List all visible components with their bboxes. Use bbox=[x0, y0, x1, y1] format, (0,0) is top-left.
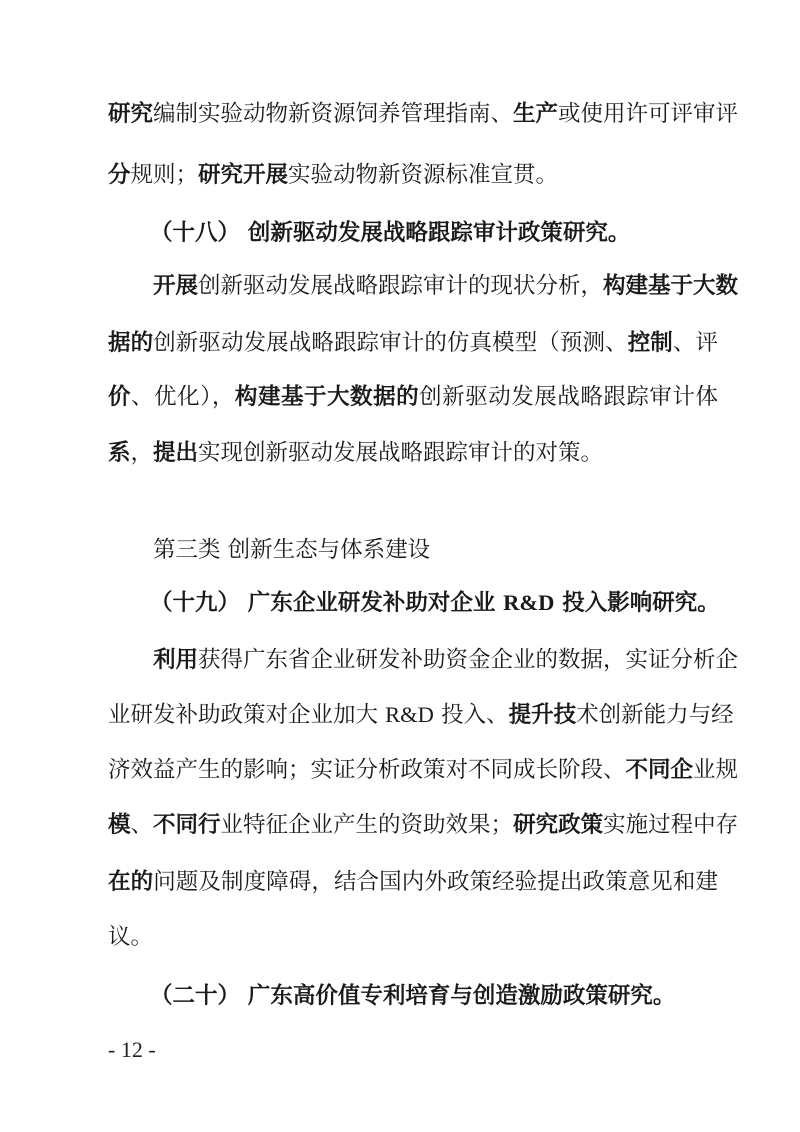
emph-text: 研究开展 bbox=[198, 162, 289, 188]
body-text: 、评 bbox=[672, 330, 718, 356]
body-text: 实现创新驱动发展战略跟踪审计的对策。 bbox=[198, 440, 604, 466]
para2-line3 bbox=[108, 377, 718, 417]
para3-line6 bbox=[108, 917, 153, 957]
para2-line2 bbox=[108, 323, 718, 363]
body-text: 编制实验动物新资源饲养管理指南、 bbox=[153, 101, 514, 127]
emph-text: 系 bbox=[108, 440, 131, 466]
para3-line3 bbox=[108, 750, 739, 790]
heading-text: （十九） 广东企业研发补助对企业 bbox=[150, 590, 504, 616]
para2-line4 bbox=[108, 433, 603, 473]
emph-text: 控制 bbox=[627, 330, 673, 356]
emph-text: 据的 bbox=[108, 330, 154, 356]
body-text: 问题及制度障碍，结合国内外政策经验提出政策意见和建 bbox=[153, 869, 718, 895]
emph-text: 价 bbox=[108, 384, 132, 410]
emph-text: 构建基于大数据的 bbox=[234, 384, 420, 410]
category-title: 第三类 创新生态与体系建设 bbox=[153, 537, 431, 563]
para1-line2 bbox=[108, 155, 558, 195]
emph-text: 在的 bbox=[108, 869, 154, 895]
rd-text: R&D bbox=[385, 702, 434, 727]
emph-text: 研究 bbox=[108, 101, 154, 127]
rd-text: R&D bbox=[503, 590, 555, 615]
body-text: 实验动物新资源标准宣贯。 bbox=[288, 162, 559, 188]
body-text: 创新驱动发展战略跟踪审计的仿真模型（预测、 bbox=[153, 330, 628, 356]
para2-line1 bbox=[153, 266, 739, 306]
section-heading-18: （十八） 创新驱动发展战略跟踪审计政策研究。 bbox=[150, 220, 631, 246]
para3-line2 bbox=[108, 695, 734, 735]
emph-text: 模 bbox=[108, 812, 131, 838]
emph-text: 分 bbox=[108, 162, 131, 188]
page-number: - 12 - bbox=[108, 1037, 156, 1062]
emph-text: 不同行 bbox=[153, 812, 221, 838]
body-text: 业规 bbox=[693, 757, 739, 783]
para3-line4 bbox=[108, 805, 739, 845]
section-heading-19 bbox=[150, 583, 720, 623]
emph-text: 研究政策 bbox=[513, 812, 604, 838]
body-text: 业研发补助政策对企业加大 bbox=[108, 702, 386, 728]
body-text: 创新驱动发展战略跟踪审计体 bbox=[419, 384, 718, 410]
para1-line1 bbox=[108, 94, 739, 134]
body-text: 规则； bbox=[130, 162, 199, 188]
body-text: 投入、 bbox=[433, 702, 509, 728]
emph-text: 提出 bbox=[153, 440, 199, 466]
body-text: 实施过程中存 bbox=[603, 812, 739, 838]
para3-line5 bbox=[108, 862, 718, 902]
body-text: 议。 bbox=[108, 924, 154, 950]
body-text: 术创新能力与经 bbox=[576, 702, 734, 728]
emph-text: 构建基于大数 bbox=[603, 273, 739, 299]
emph-text: 生产 bbox=[513, 101, 559, 127]
body-text: 获得广东省企业研发补助资金企业的数据，实证分析企 bbox=[198, 647, 739, 673]
body-text: 创新驱动发展战略跟踪审计的现状分析， bbox=[198, 273, 604, 299]
emph-text: 提升技 bbox=[508, 702, 577, 728]
body-text: 或使用许可评审评 bbox=[558, 101, 739, 127]
body-text: 业特征企业产生的资助效果； bbox=[220, 812, 514, 838]
heading-text: 投入影响研究。 bbox=[554, 590, 720, 616]
emph-text: 不同企 bbox=[625, 757, 694, 783]
body-text: 、 bbox=[130, 812, 154, 838]
body-text: 、优化）， bbox=[131, 384, 235, 410]
body-text: ， bbox=[130, 440, 154, 466]
body-text: 济效益产生的影响；实证分析政策对不同成长阶段、 bbox=[108, 757, 626, 783]
section-heading-20: （二十） 广东高价值专利培育与创造激励政策研究。 bbox=[150, 983, 676, 1009]
emph-text: 开展 bbox=[153, 273, 199, 299]
emph-text: 利用 bbox=[153, 647, 199, 673]
para3-line1 bbox=[153, 640, 739, 680]
